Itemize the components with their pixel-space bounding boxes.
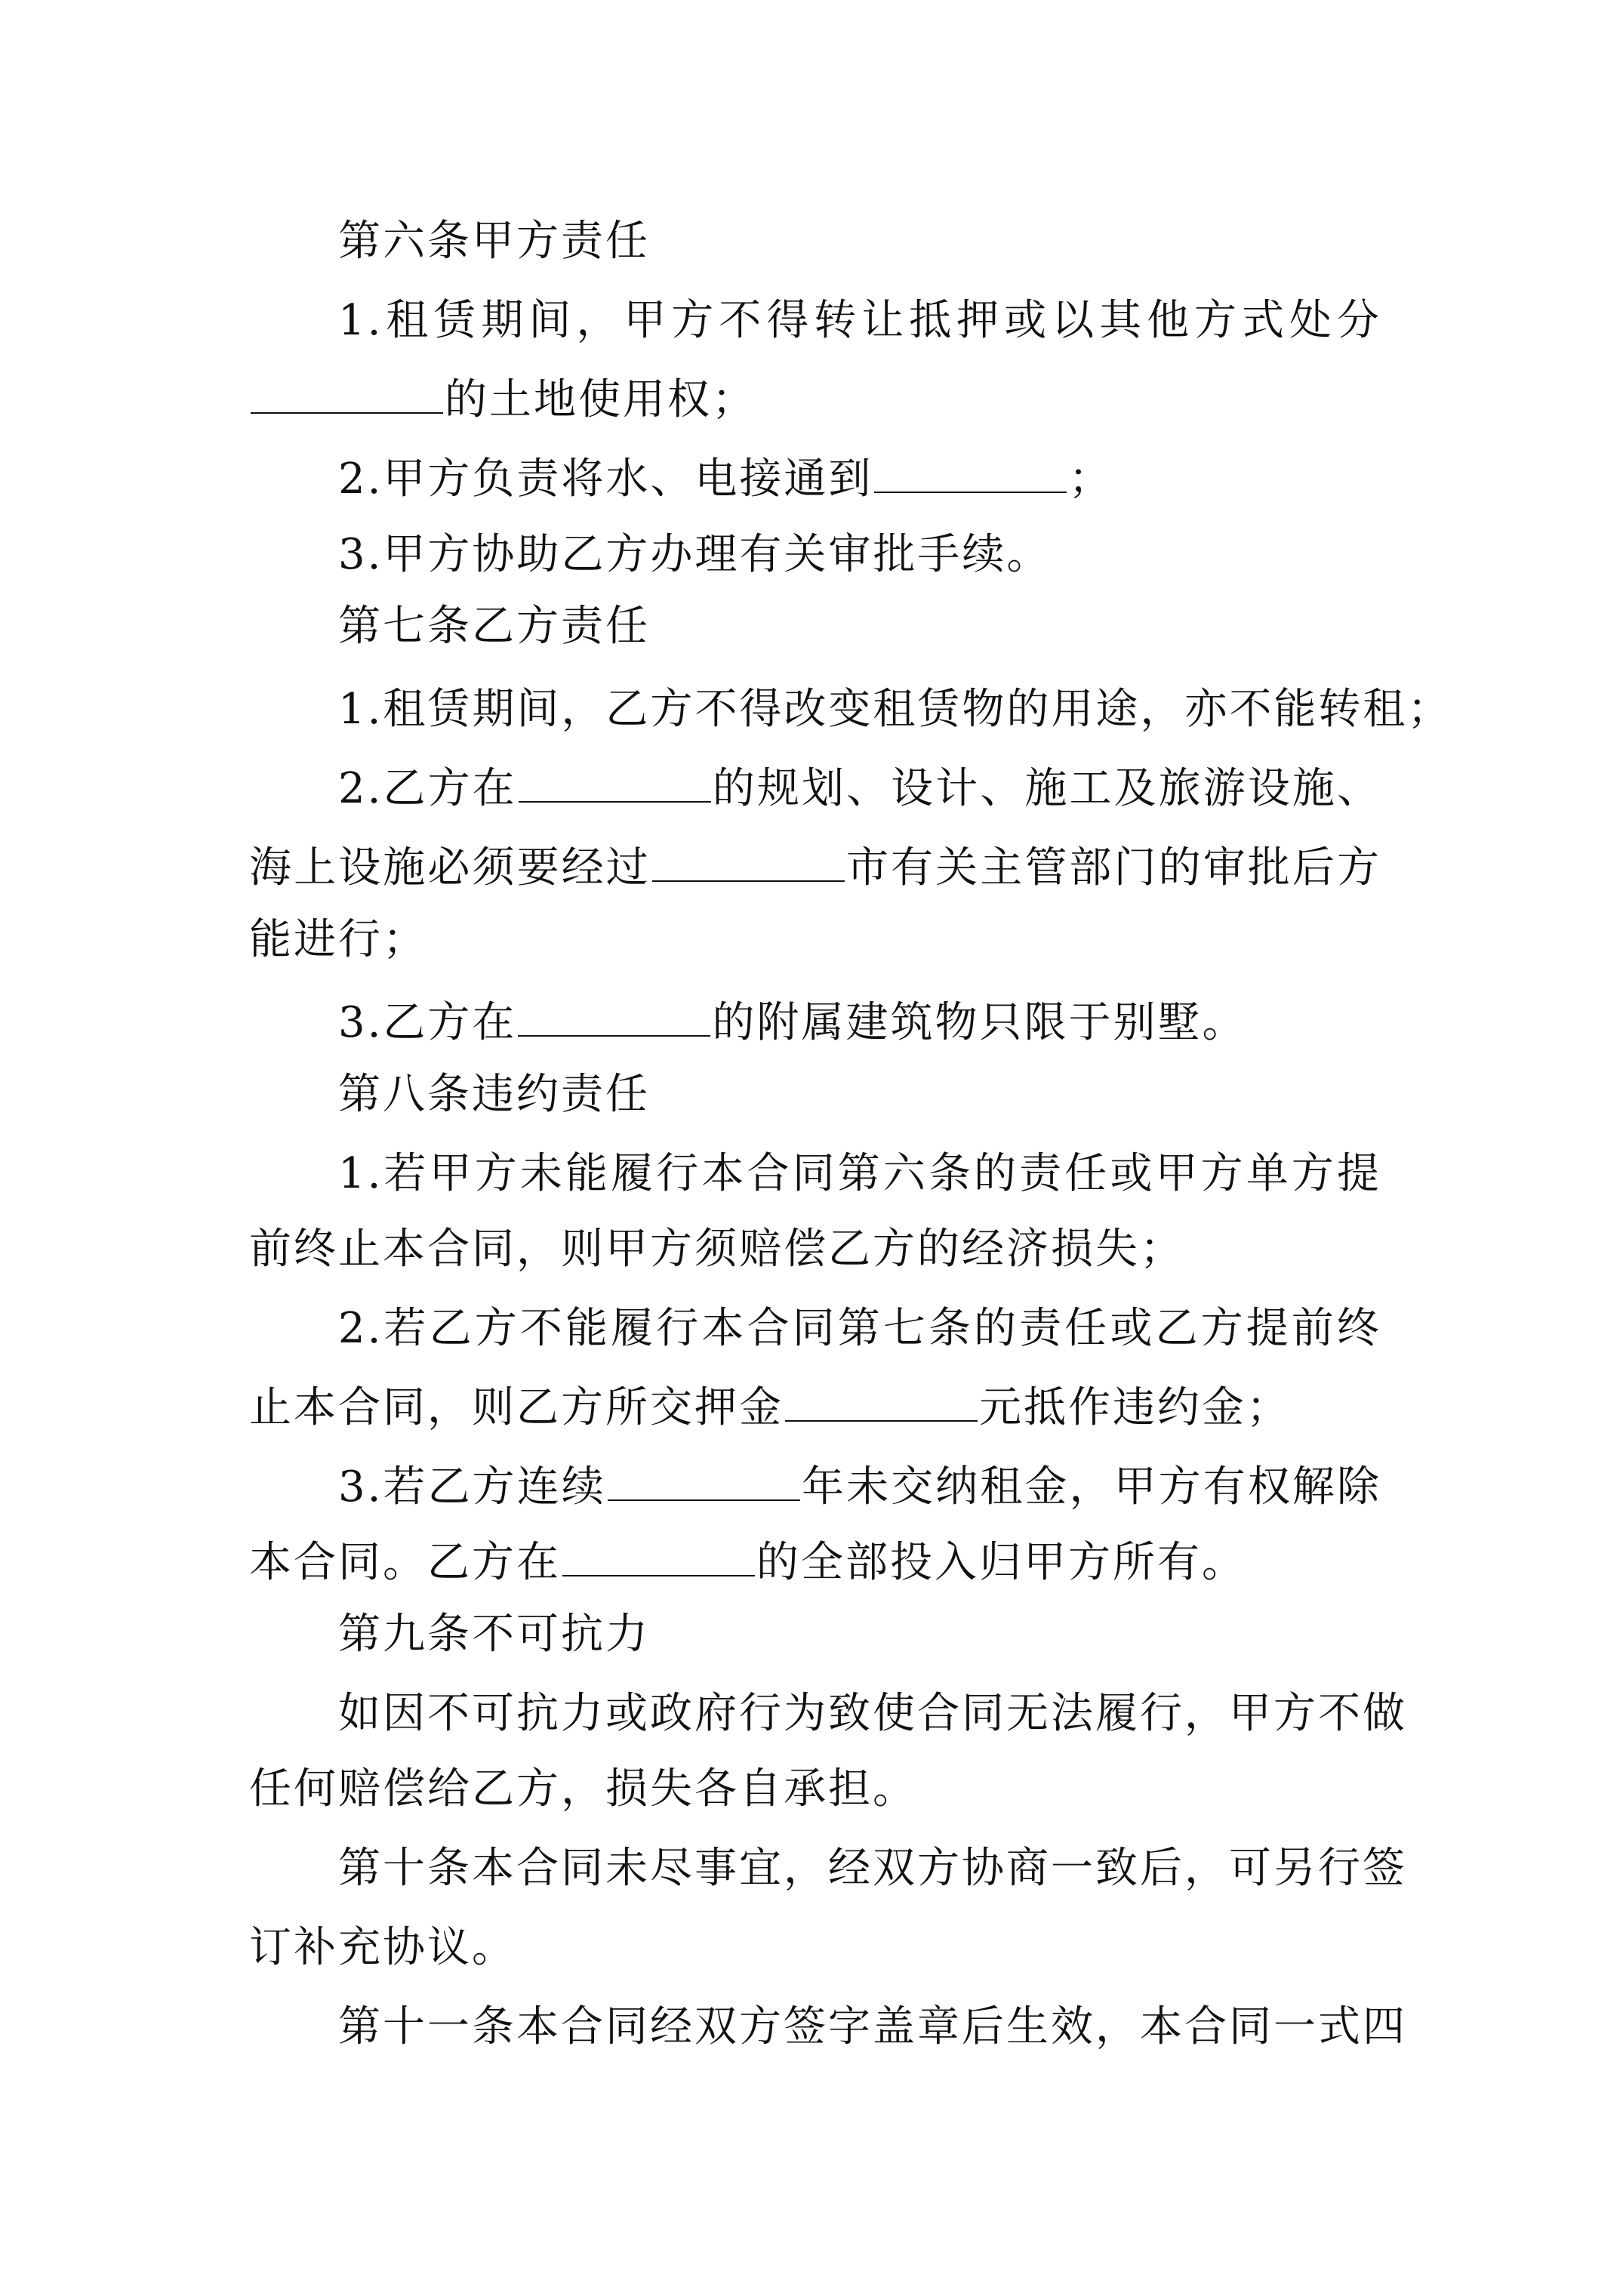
clause-text: 止本合同，则乙方所交押金 [249,1383,784,1432]
clause-text: ； [1068,455,1113,504]
fill-in-blank[interactable] [519,759,711,803]
clause-text: 2.乙方在 [338,764,517,813]
fill-in-blank[interactable] [518,993,710,1037]
article-7-clause-2-line-3: 能进行； [249,915,427,964]
article-6-clause-1-line-1: 1.租赁期间，甲方不得转让抵押或以其他方式处分 [338,296,1381,345]
article-8-clause-2-line-2 [249,1378,1381,1435]
article-9-heading: 第九条不可抗力 [338,1610,650,1659]
article-8-clause-3-line-1 [338,1457,1381,1514]
article-6-heading: 第六条甲方责任 [338,217,650,266]
article-7-clause-1: 1.租赁期间，乙方不得改变租赁物的用途，亦不能转租； [338,685,1452,734]
article-6-clause-3: 3.甲方协助乙方办理有关审批手续。 [338,530,1052,579]
clause-text: 的土地使用权； [445,375,756,424]
clause-text: 2.甲方负责将水、电接通到 [338,455,873,504]
article-11-line-1: 第十一条本合同经双方签字盖章后生效，本合同一式四 [338,2002,1407,2051]
fill-in-blank[interactable] [874,449,1067,493]
clause-text: 本合同。乙方在 [249,1538,561,1587]
article-7-clause-2-line-2 [249,838,1381,895]
clause-text: 3.若乙方连续 [338,1462,606,1512]
fill-in-blank[interactable] [608,1457,800,1501]
article-9-body-line-1: 如因不可抗力或政府行为致使合同无法履行，甲方不做 [338,1689,1407,1738]
clause-text: 海上设施必须要经过 [249,843,651,892]
clause-text: 的附属建筑物只限于别墅。 [712,998,1247,1047]
article-10-line-2: 订补充协议。 [249,1923,516,1972]
article-8-clause-1-line-2: 前终止本合同，则甲方须赔偿乙方的经济损失； [249,1225,1184,1274]
clause-text: 市有关主管部门的审批后方 [845,843,1382,892]
article-7-clause-2-line-1 [338,759,1381,815]
fill-in-blank[interactable] [652,838,845,882]
article-7-clause-3 [338,993,1471,1049]
article-9-body-line-2: 任何赔偿给乙方，损失各自承担。 [249,1764,917,1814]
clause-text: 的规划、设计、施工及旅游设施、 [712,764,1381,813]
article-8-clause-3-line-2 [249,1533,1381,1589]
clause-text: 3.乙方在 [338,998,517,1047]
clause-text: 元抵作违约金； [979,1383,1291,1432]
fill-in-blank[interactable] [785,1378,978,1422]
fill-in-blank[interactable] [562,1533,755,1576]
clause-text: 年未交纳租金，甲方有权解除 [801,1462,1382,1512]
article-8-clause-2-line-1: 2.若乙方不能履行本合同第七条的责任或乙方提前终 [338,1304,1381,1353]
article-8-clause-1-line-1: 1.若甲方未能履行本合同第六条的责任或甲方单方提 [338,1149,1381,1198]
clause-text: 的全部投入归甲方所有。 [756,1538,1246,1587]
article-6-clause-2 [338,449,1471,506]
fill-in-blank[interactable] [251,370,443,414]
article-10-line-1: 第十条本合同未尽事宜，经双方协商一致后，可另行签 [338,1844,1407,1893]
article-6-clause-1-line-2 [249,370,1381,427]
article-7-heading: 第七条乙方责任 [338,602,650,651]
article-8-heading: 第八条违约责任 [338,1070,650,1119]
